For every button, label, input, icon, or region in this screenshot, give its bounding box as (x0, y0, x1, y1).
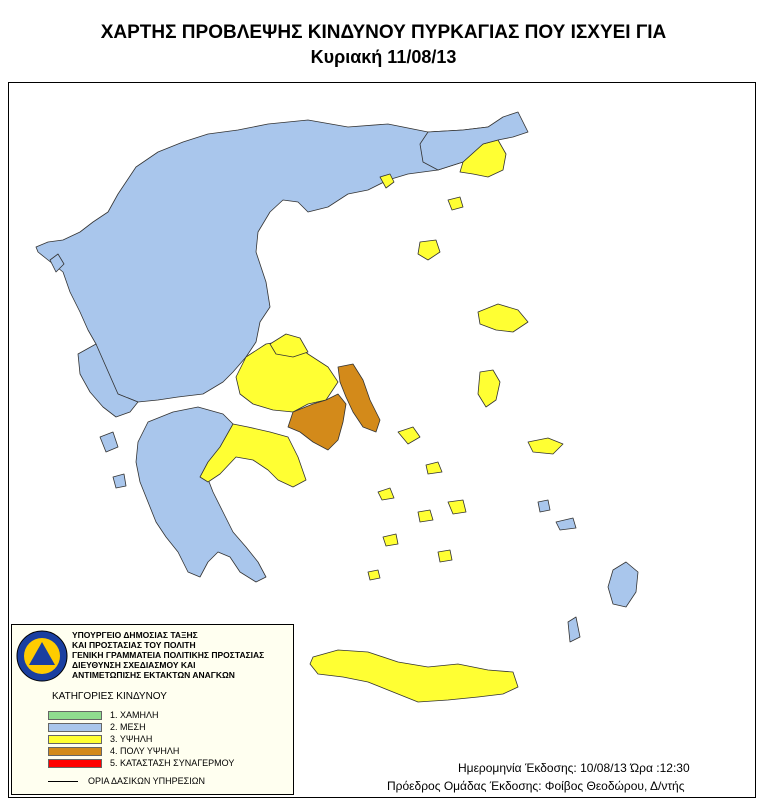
swatch-high (48, 735, 102, 744)
legend-category-alarm (48, 759, 288, 769)
region-cyclades-5 (368, 570, 380, 580)
issuer: Πρόεδρος Ομάδας Έκδοσης: Φοίβος Θεοδώρου, Δ/ντής (387, 779, 685, 793)
category-label-low: 1. ΧΑΜΗΛΗ (110, 710, 159, 720)
swatch-low (48, 711, 102, 720)
region-lemnos (418, 240, 440, 260)
legend-boundary (48, 775, 288, 787)
region-chios (478, 370, 500, 407)
boundary-line-icon (48, 781, 78, 782)
region-cyclades-4 (438, 550, 452, 562)
category-label-very-high: 4. ΠΟΛΥ ΥΨΗΛΗ (110, 746, 180, 756)
ministry-line-2: ΚΑΙ ΠΡΟΣΤΑΣΙΑΣ ΤΟΥ ΠΟΛΙΤΗ (72, 640, 196, 650)
region-cyclades-2 (418, 510, 433, 522)
region-kos (556, 518, 576, 530)
region-kalymnos (538, 500, 550, 512)
legend-category-low (48, 711, 288, 721)
region-cyclades-7 (426, 462, 442, 474)
region-cyclades-1 (448, 500, 466, 514)
map-title: ΧΑΡΤΗΣ ΠΡΟΒΛΕΨΗΣ ΚΙΝΔΥΝΟΥ ΠΥΡΚΑΓΙΑΣ ΠΟΥ ΙΣΧΥΕΙ ΓΙΑ (100, 22, 667, 43)
region-evia-very-high (338, 364, 380, 432)
category-label-high: 3. ΥΨΗΛΗ (110, 734, 153, 744)
legend-heading: ΚΑΤΗΓΟΡΙΕΣ ΚΙΝΔΥΝΟΥ (52, 691, 167, 702)
legend-category-high (48, 735, 288, 745)
category-label-medium: 2. ΜΕΣΗ (110, 722, 146, 732)
issue-date: Ημερομηνία Έκδοσης: 10/08/13 Ώρα :12:30 (458, 761, 690, 775)
region-thessaly-high (270, 334, 308, 357)
legend-box (11, 624, 294, 795)
ministry-line-3: ΓΕΝΙΚΗ ΓΡΑΜΜΑΤΕΙΑ ΠΟΛΙΤΙΚΗΣ ΠΡΟΣΤΑΣΙΑΣ (72, 650, 265, 660)
region-kefalonia (100, 432, 118, 452)
ministry-line-5: ΑΝΤΙΜΕΤΩΠΙΣΗΣ ΕΚΤΑΚΤΩΝ ΑΝΑΓΚΩΝ (72, 670, 235, 680)
region-cyclades-3 (383, 534, 398, 546)
legend-category-medium (48, 723, 288, 733)
swatch-alarm (48, 759, 102, 768)
map-date: Κυριακή 11/08/13 (310, 47, 457, 67)
region-zakynthos (113, 474, 126, 488)
region-skyros (398, 427, 420, 444)
region-samos (528, 438, 563, 454)
boundary-label: ΟΡΙΑ ΔΑΣΙΚΩΝ ΥΠΗΡΕΣΙΩΝ (88, 776, 205, 786)
legend-category-very-high (48, 747, 288, 757)
category-label-alarm: 5. ΚΑΤΑΣΤΑΣΗ ΣΥΝΑΓΕΡΜΟΥ (110, 758, 235, 768)
civil-protection-logo-icon (16, 630, 68, 682)
region-cyclades-6 (378, 488, 394, 500)
region-lesvos (478, 304, 528, 332)
ministry-line-1: ΥΠΟΥΡΓΕΙΟ ΔΗΜΟΣΙΑΣ ΤΑΞΗΣ (72, 630, 198, 640)
swatch-medium (48, 723, 102, 732)
region-samothrace (448, 197, 463, 210)
swatch-very-high (48, 747, 102, 756)
ministry-line-4: ΔΙΕΥΘΥΝΣΗ ΣΧΕΔΙΑΣΜΟΥ ΚΑΙ (72, 660, 196, 670)
region-rhodes (608, 562, 638, 607)
region-karpathos (568, 617, 580, 642)
region-crete (310, 650, 518, 702)
